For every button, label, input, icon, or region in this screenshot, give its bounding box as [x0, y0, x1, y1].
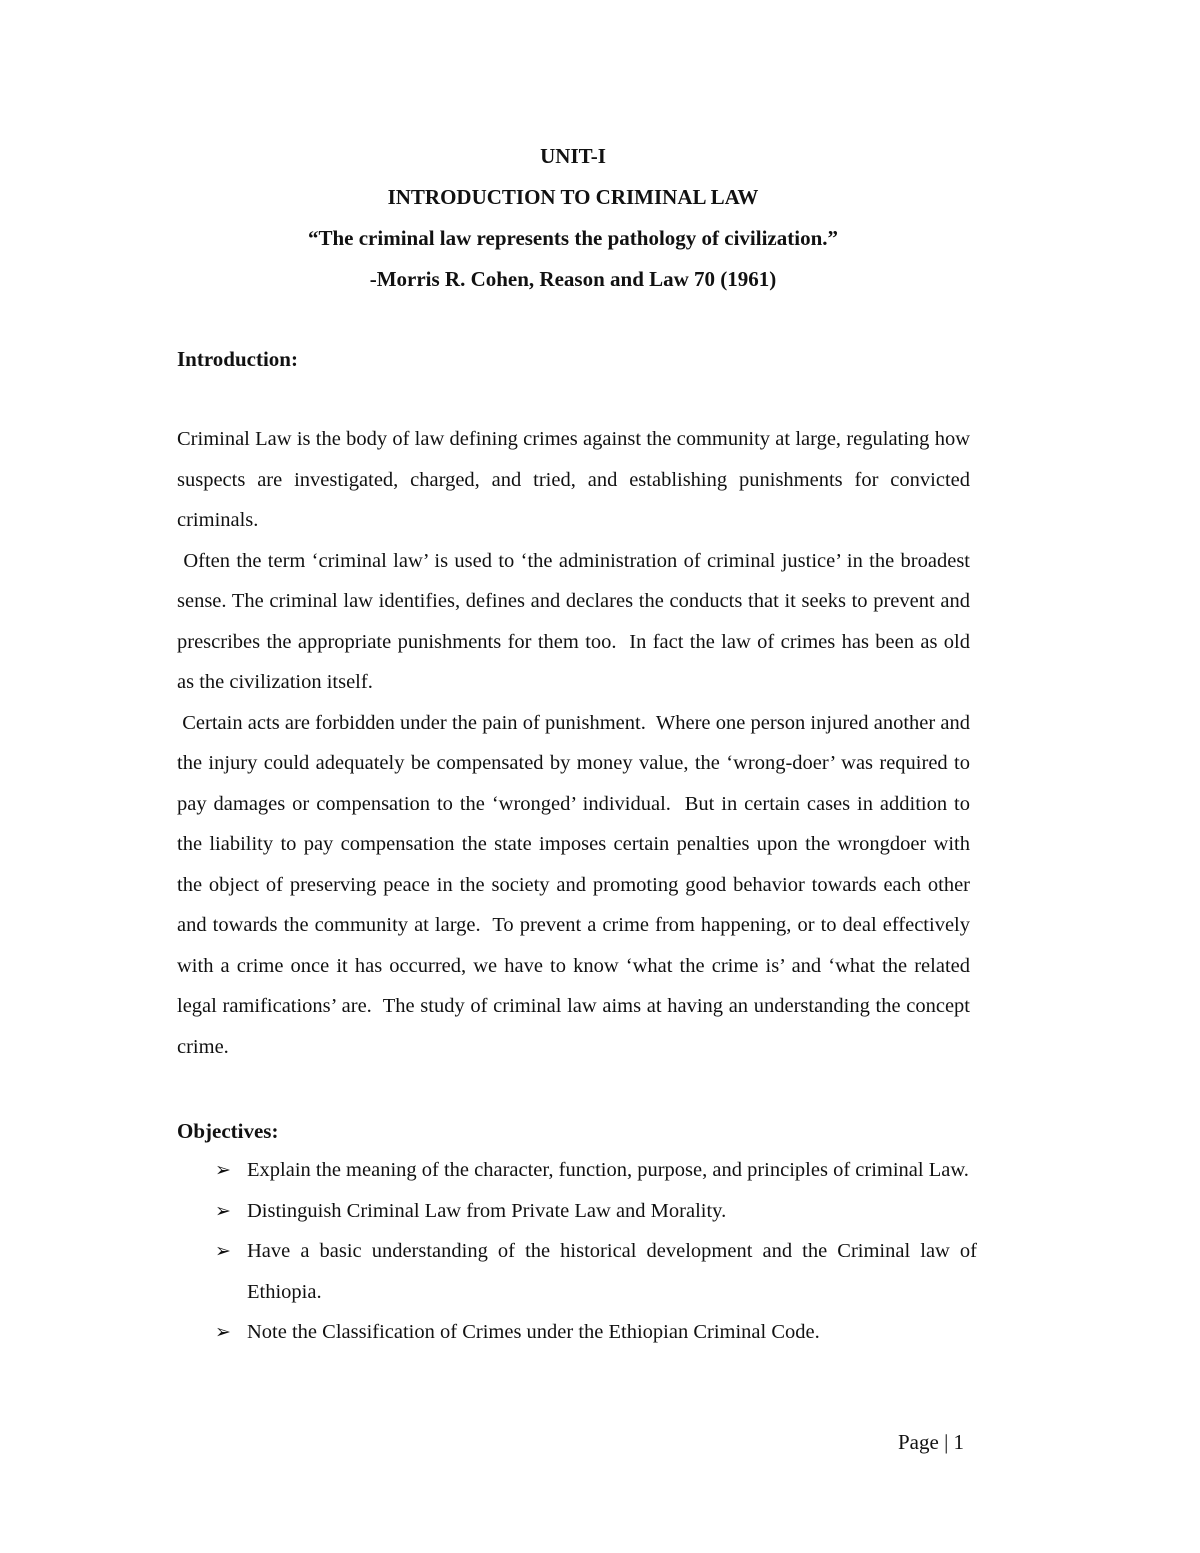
introduction-heading: Introduction:	[177, 347, 298, 371]
page-title: INTRODUCTION TO CRIMINAL LAW	[387, 185, 759, 209]
intro-paragraph-2: Often the term ‘criminal law’ is used to ‘the administration of criminal justice’ in the broadest sense. The criminal law identifies, defines and declares the conducts that it seeks to prevent and prescribes the appropriate punishments for them too. In fact the law of crimes has been as old as the civilization itself.	[177, 549, 976, 693]
arrow-bullet-icon: ➢	[215, 1159, 231, 1181]
arrow-bullet-icon: ➢	[215, 1321, 231, 1343]
objective-text: Note the Classification of Crimes under the Ethiopian Criminal Code.	[247, 1321, 820, 1343]
list-item	[177, 1312, 977, 1353]
list-item	[177, 1191, 977, 1232]
intro-paragraph-1: Criminal Law is the body of law defining crimes against the community at large, regulating how suspects are investigated, charged, and tried, and establishing punishments for convicted criminals.	[177, 428, 970, 531]
list-item	[177, 1150, 977, 1191]
objective-text: Have a basic understanding of the historical development and the Criminal law of Ethiopia.	[247, 1240, 977, 1303]
arrow-bullet-icon: ➢	[215, 1240, 231, 1262]
unit-label: UNIT-I	[540, 144, 606, 168]
arrow-bullet-icon: ➢	[215, 1199, 231, 1222]
intro-paragraph-3: Certain acts are forbidden under the pain of punishment. Where one person injured another and the injury could adequately be compensated by money value, the ‘wrong-doer’ was required to pay damages or compensation to the ‘wronged’ individual. But in certain cases in addition to the liability to pay compensation the state imposes certain penalties upon the wrongdoer with the object of preserving peace in the society and promoting good behavior towards each other and towards the community at large. To prevent a crime from happening, or to deal effectively with a crime once it has occurred, we have to know ‘what the crime is’ and ‘what the related legal ramifications’ are. The study of criminal law aims at having an understanding the concept crime.	[177, 711, 976, 1058]
introduction-body	[177, 419, 976, 1067]
epigraph-quote: “The criminal law represents the pathology of civilization.”	[307, 226, 839, 250]
objectives-heading: Objectives:	[177, 1119, 279, 1143]
objectives-list	[177, 1150, 977, 1353]
epigraph-attribution: -Morris R. Cohen, Reason and Law 70 (1961)	[369, 267, 777, 291]
page-number: Page | 1	[898, 1430, 965, 1454]
objective-text: Distinguish Criminal Law from Private Law and Morality.	[247, 1199, 727, 1222]
list-item	[177, 1231, 977, 1312]
objective-text: Explain the meaning of the character, function, purpose, and principles of criminal Law.	[247, 1159, 969, 1181]
